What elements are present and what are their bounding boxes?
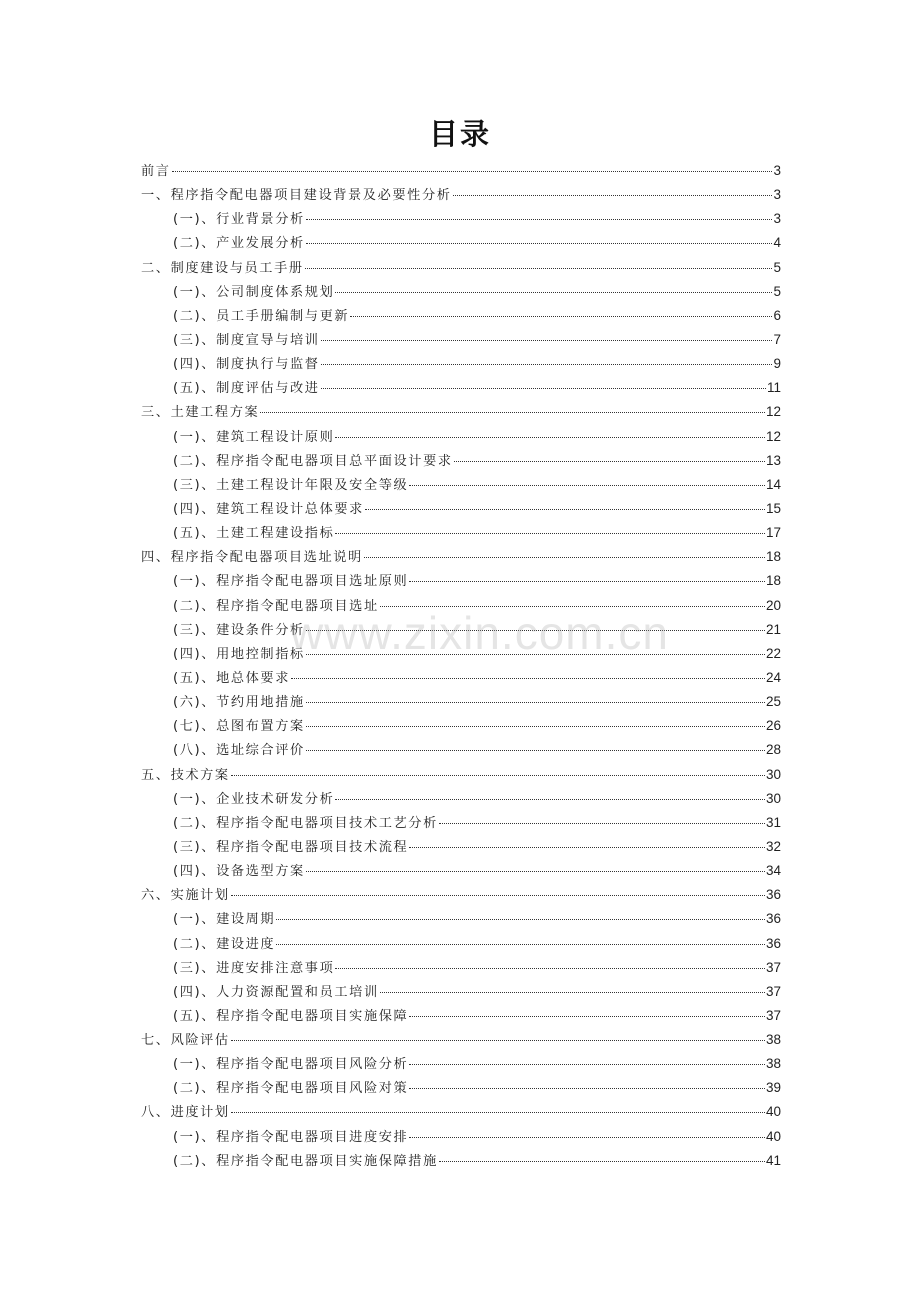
toc-entry-text: (二)、程序指令配电器项目风险对策	[173, 1081, 409, 1097]
toc-subsection-entry[interactable]	[141, 1053, 781, 1077]
toc-subsection-entry[interactable]	[141, 1077, 781, 1101]
toc-page-number: 40	[765, 1128, 781, 1144]
toc-subsection-entry[interactable]	[141, 426, 781, 450]
toc-entry-text: (五)、程序指令配电器项目实施保障	[173, 1008, 409, 1024]
toc-entry-text: (五)、地总体要求	[173, 670, 291, 686]
toc-subsection-entry[interactable]	[141, 981, 781, 1005]
dot-leader	[231, 895, 765, 896]
dot-leader	[335, 533, 765, 534]
dot-leader	[306, 726, 765, 727]
toc-page-number: 5	[773, 283, 781, 299]
toc-page-number: 37	[765, 983, 781, 999]
dot-leader	[409, 581, 765, 582]
toc-page-number: 30	[765, 790, 781, 806]
toc-subsection-entry[interactable]	[141, 739, 781, 763]
dot-leader	[454, 461, 765, 462]
toc-section-entry[interactable]	[141, 1029, 781, 1053]
dot-leader	[321, 364, 773, 365]
dot-leader	[350, 316, 772, 317]
toc-subsection-entry[interactable]	[141, 908, 781, 932]
toc-entry-text: (二)、程序指令配电器项目总平面设计要求	[173, 453, 453, 469]
toc-subsection-entry[interactable]	[141, 329, 781, 353]
toc-entry-text: (四)、用地控制指标	[173, 646, 305, 662]
dot-leader	[306, 750, 765, 751]
toc-entry-text: (三)、进度安排注意事项	[173, 960, 335, 976]
toc-page-number: 3	[773, 187, 781, 203]
dot-leader	[306, 871, 765, 872]
toc-entry-text: (一)、程序指令配电器项目进度安排	[173, 1129, 409, 1145]
toc-entry-text: (一)、企业技术研发分析	[173, 791, 335, 807]
toc-subsection-entry[interactable]	[141, 450, 781, 474]
toc-page-number: 36	[765, 887, 781, 903]
toc-entry-text: (一)、行业背景分析	[173, 212, 305, 228]
toc-section-entry[interactable]	[141, 884, 781, 908]
dot-leader	[335, 437, 765, 438]
toc-subsection-entry[interactable]	[141, 1150, 781, 1174]
dot-leader	[321, 388, 766, 389]
dot-leader	[409, 1088, 765, 1089]
toc-subsection-entry[interactable]	[141, 788, 781, 812]
toc-section-entry[interactable]	[141, 764, 781, 788]
toc-entry-text: (八)、选址综合评价	[173, 743, 305, 759]
toc-page-number: 20	[765, 597, 781, 613]
dot-leader	[172, 171, 773, 172]
dot-leader	[306, 702, 765, 703]
toc-section-entry[interactable]	[141, 401, 781, 425]
toc-subsection-entry[interactable]	[141, 667, 781, 691]
toc-page-number: 17	[765, 525, 781, 541]
toc-page-number: 38	[765, 1056, 781, 1072]
toc-page-number: 41	[765, 1152, 781, 1168]
toc-subsection-entry[interactable]	[141, 232, 781, 256]
toc-entry-text: (二)、程序指令配电器项目实施保障措施	[173, 1153, 438, 1169]
toc-page-number: 11	[766, 380, 781, 396]
toc-section-entry[interactable]	[141, 546, 781, 570]
toc-entry-text: (三)、制度宣导与培训	[173, 332, 320, 348]
dot-leader	[409, 847, 765, 848]
dot-leader	[409, 485, 765, 486]
toc-subsection-entry[interactable]	[141, 305, 781, 329]
dot-leader	[439, 823, 765, 824]
toc-subsection-entry[interactable]	[141, 570, 781, 594]
dot-leader	[409, 1016, 765, 1017]
dot-leader	[305, 268, 773, 269]
toc-page-number: 37	[765, 959, 781, 975]
dot-leader	[335, 799, 765, 800]
dot-leader	[321, 340, 773, 341]
toc-page-number: 22	[765, 645, 781, 661]
toc-list	[141, 160, 781, 1174]
toc-page-number: 7	[773, 331, 781, 347]
dot-leader	[231, 1040, 765, 1041]
dot-leader	[335, 292, 772, 293]
dot-leader	[335, 968, 765, 969]
toc-subsection-entry[interactable]	[141, 474, 781, 498]
toc-entry-text: (三)、土建工程设计年限及安全等级	[173, 477, 409, 493]
toc-page-number: 12	[765, 428, 781, 444]
dot-leader	[291, 678, 765, 679]
toc-subsection-entry[interactable]	[141, 643, 781, 667]
toc-subsection-entry[interactable]	[141, 281, 781, 305]
toc-subsection-entry[interactable]	[141, 691, 781, 715]
toc-subsection-entry[interactable]	[141, 812, 781, 836]
toc-page-number: 25	[765, 694, 781, 710]
toc-subsection-entry[interactable]	[141, 353, 781, 377]
toc-entry-text: 六、实施计划	[141, 888, 230, 904]
toc-entry-text: (二)、员工手册编制与更新	[173, 308, 350, 324]
toc-entry-text: (六)、节约用地措施	[173, 695, 305, 711]
toc-section-entry[interactable]	[141, 257, 781, 281]
toc-section-entry[interactable]	[141, 184, 781, 208]
toc-subsection-entry[interactable]	[141, 595, 781, 619]
toc-section-entry[interactable]	[141, 160, 781, 184]
toc-entry-text: (二)、建设进度	[173, 936, 276, 952]
dot-leader	[260, 412, 765, 413]
toc-page-number: 4	[773, 235, 781, 251]
toc-subsection-entry[interactable]	[141, 1126, 781, 1150]
toc-page-number: 31	[765, 814, 781, 830]
toc-page-number: 40	[765, 1104, 781, 1120]
toc-page-number: 36	[765, 935, 781, 951]
toc-entry-text: (一)、建筑工程设计原则	[173, 429, 335, 445]
toc-subsection-entry[interactable]	[141, 208, 781, 232]
dot-leader	[276, 919, 765, 920]
toc-entry-text: (一)、建设周期	[173, 912, 276, 928]
dot-leader	[439, 1161, 765, 1162]
toc-entry-text: (二)、程序指令配电器项目技术工艺分析	[173, 815, 438, 831]
toc-entry-text: (五)、土建工程建设指标	[173, 526, 335, 542]
toc-page-number: 32	[765, 838, 781, 854]
toc-page-number: 3	[773, 211, 781, 227]
toc-page-number: 15	[765, 500, 781, 516]
toc-entry-text: (七)、总图布置方案	[173, 719, 305, 735]
toc-entry-text: 四、程序指令配电器项目选址说明	[141, 550, 363, 566]
toc-entry-text: (四)、制度执行与监督	[173, 357, 320, 373]
toc-entry-text: 三、土建工程方案	[141, 405, 260, 421]
dot-leader	[306, 243, 773, 244]
toc-entry-text: (四)、人力资源配置和员工培训	[173, 984, 379, 1000]
toc-entry-text: 一、程序指令配电器项目建设背景及必要性分析	[141, 188, 452, 204]
toc-page-number: 37	[765, 1007, 781, 1023]
toc-entry-text: (四)、设备选型方案	[173, 864, 305, 880]
toc-entry-text: (一)、公司制度体系规划	[173, 284, 335, 300]
toc-page-number: 28	[765, 742, 781, 758]
toc-page-number: 36	[765, 911, 781, 927]
toc-page-number: 26	[765, 718, 781, 734]
dot-leader	[380, 992, 765, 993]
dot-leader	[409, 1064, 765, 1065]
toc-subsection-entry[interactable]	[141, 1005, 781, 1029]
dot-leader	[365, 509, 765, 510]
toc-entry-text: 七、风险评估	[141, 1033, 230, 1049]
toc-entry-text: (二)、产业发展分析	[173, 236, 305, 252]
toc-subsection-entry[interactable]	[141, 522, 781, 546]
toc-subsection-entry[interactable]	[141, 715, 781, 739]
toc-page-number: 3	[773, 163, 781, 178]
toc-entry-text: (五)、制度评估与改进	[173, 381, 320, 397]
dot-leader	[409, 1137, 765, 1138]
toc-page-number: 34	[765, 863, 781, 879]
toc-section-entry[interactable]	[141, 1101, 781, 1125]
toc-page-number: 39	[765, 1080, 781, 1096]
toc-page-number: 18	[765, 573, 781, 589]
toc-subsection-entry[interactable]	[141, 957, 781, 981]
toc-page-number: 12	[765, 404, 781, 420]
toc-page-number: 13	[765, 452, 781, 468]
toc-entry-text: 五、技术方案	[141, 767, 230, 783]
toc-page-number: 9	[773, 356, 781, 372]
toc-subsection-entry[interactable]	[141, 498, 781, 522]
toc-entry-text: 前言	[141, 164, 171, 179]
dot-leader	[231, 1112, 765, 1113]
toc-title: 目录	[428, 117, 491, 151]
toc-subsection-entry[interactable]	[141, 619, 781, 643]
toc-page-number: 30	[765, 766, 781, 782]
toc-entry-text: 八、进度计划	[141, 1105, 230, 1121]
dot-leader	[306, 219, 773, 220]
toc-subsection-entry[interactable]	[141, 860, 781, 884]
toc-page-number: 18	[765, 549, 781, 565]
toc-entry-text: (一)、程序指令配电器项目风险分析	[173, 1057, 409, 1073]
toc-subsection-entry[interactable]	[141, 836, 781, 860]
toc-entry-text: (三)、建设条件分析	[173, 622, 305, 638]
toc-entry-text: (四)、建筑工程设计总体要求	[173, 501, 364, 517]
dot-leader	[276, 944, 765, 945]
dot-leader	[306, 630, 765, 631]
dot-leader	[306, 654, 765, 655]
toc-page-number: 14	[765, 476, 781, 492]
dot-leader	[453, 195, 773, 196]
toc-subsection-entry[interactable]	[141, 377, 781, 401]
toc-entry-text: (一)、程序指令配电器项目选址原则	[173, 574, 409, 590]
toc-subsection-entry[interactable]	[141, 933, 781, 957]
toc-entry-text: (二)、程序指令配电器项目选址	[173, 598, 379, 614]
toc-page-number: 24	[765, 669, 781, 685]
toc-entry-text: (三)、程序指令配电器项目技术流程	[173, 839, 409, 855]
dot-leader	[380, 606, 765, 607]
toc-page-number: 6	[773, 307, 781, 323]
toc-page-number: 38	[765, 1032, 781, 1048]
dot-leader	[231, 775, 765, 776]
dot-leader	[364, 557, 765, 558]
toc-entry-text: 二、制度建设与员工手册	[141, 260, 304, 276]
toc-page-number: 21	[765, 621, 781, 637]
toc-page-number: 5	[773, 259, 781, 275]
watermark: www.zixin.com.cn	[290, 607, 669, 659]
